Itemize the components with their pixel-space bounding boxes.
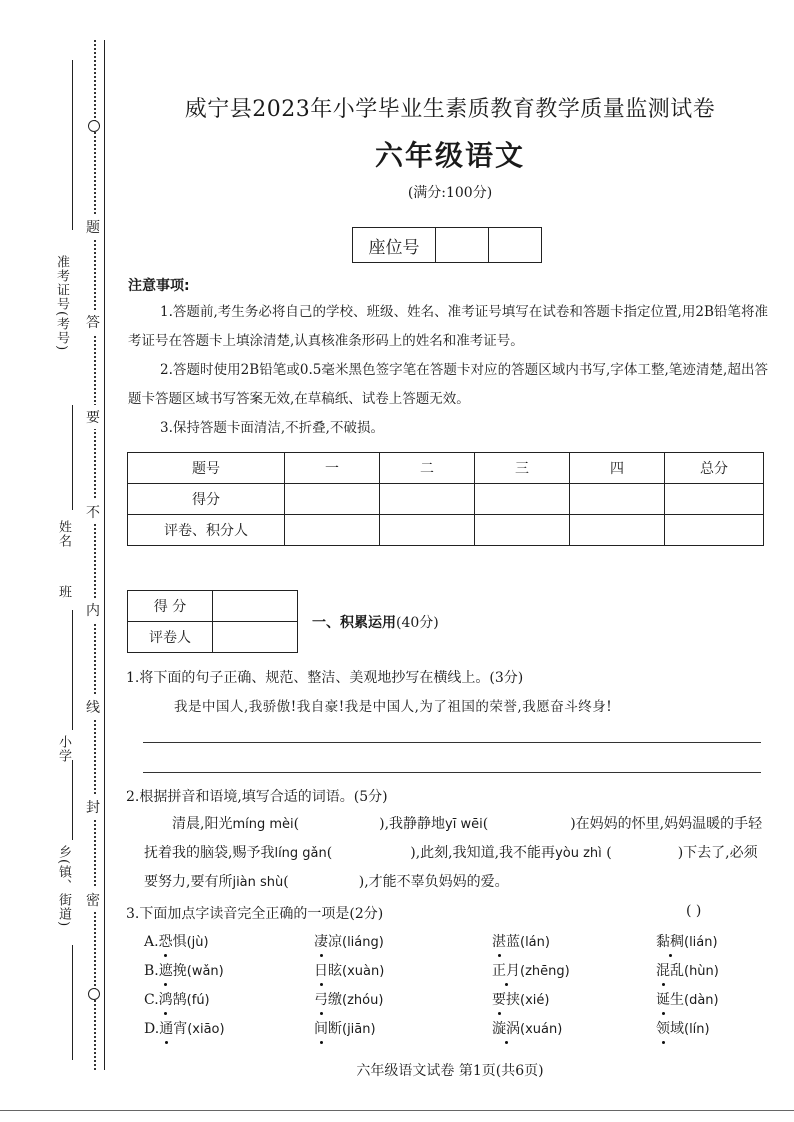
- grader-cell[interactable]: [475, 515, 570, 546]
- grader-cell[interactable]: [380, 515, 475, 546]
- exam-title: 威宁县2023年小学毕业生素质教育教学质量监测试卷: [184, 97, 716, 122]
- text-segment: ,此刻,我知道,我不能再: [415, 845, 556, 861]
- section-heading: [312, 612, 439, 632]
- plain-char: 眩: [328, 963, 342, 979]
- seat-number-box: [352, 227, 542, 263]
- score-cell[interactable]: [665, 484, 764, 515]
- option-pinyin: (xuàn): [342, 964, 385, 979]
- option-label: B.: [144, 963, 159, 979]
- option-b-item: [492, 960, 570, 980]
- option-d-item: [492, 1018, 562, 1038]
- plain-char: 蓝: [506, 934, 520, 950]
- town-line-2: [72, 945, 73, 1060]
- score-table: [127, 452, 764, 546]
- dotted-char: 日: [314, 963, 328, 979]
- pinyin: yī wēi: [445, 817, 483, 832]
- plain-char: 域: [670, 1021, 684, 1037]
- option-d-item: [314, 1018, 376, 1038]
- page-bottom-rule: [0, 1110, 794, 1111]
- option-c-item: [314, 989, 383, 1009]
- dotted-char: 通: [159, 1021, 174, 1037]
- option-pinyin: (lián): [684, 935, 718, 950]
- section-score-cell[interactable]: [213, 591, 298, 622]
- notice-item: 2.答题时使用2B铅笔或0.5毫米黑色签字笔在答题卡对应的答题区域内书写,字体工整,笔迹清楚,超出答题卡答题区域书写答案无效,在草稿纸、试卷上答题无效。: [128, 362, 768, 407]
- option-label: C.: [144, 992, 159, 1008]
- plain-char: 缴: [328, 992, 342, 1008]
- plain-char: 鹄: [172, 992, 187, 1008]
- subject-title: 六年级语文: [374, 139, 525, 172]
- table-header: 四: [570, 453, 665, 484]
- seal-char: 线: [86, 695, 100, 719]
- table-row: [128, 622, 298, 653]
- option-pinyin: (jù): [186, 935, 209, 950]
- notice-item: 3.保持答题卡面清洁,不折叠,不破损。: [160, 420, 384, 436]
- text-segment: 清晨,阳光: [172, 816, 233, 832]
- table-header: 二: [380, 453, 475, 484]
- option-pinyin: (zhóu): [342, 993, 384, 1008]
- dotted-word: 漩涡: [492, 1021, 520, 1037]
- dotted-char: 鸿: [158, 992, 173, 1008]
- option-a-item: [314, 931, 384, 951]
- school-label: 小学: [56, 735, 71, 763]
- pinyin: yòu zhì: [555, 846, 602, 861]
- dotted-char: 诞: [656, 992, 670, 1008]
- seal-char: 答: [86, 310, 100, 334]
- option-pinyin: (lán): [520, 935, 550, 950]
- name-line: [72, 405, 73, 510]
- option-c-item: [144, 989, 210, 1009]
- option-pinyin: (jiān): [342, 1022, 376, 1037]
- school-line: [72, 610, 73, 730]
- seal-char: 内: [86, 598, 100, 622]
- dotted-char: 湛: [492, 934, 506, 950]
- fill-paragraph: 清晨,阳光míng mèi( ),我静静地yī wēi( )在妈妈的怀里,妈妈温暖的手轻抚着我的脑袋,赐予我líng gǎn( ),此刻,我知道,我不能再yòu zhì ( )下去了,必须要努力,要有所jiàn shù( ),才能不辜负妈妈的爱。: [144, 816, 763, 890]
- section-score-box: [127, 590, 298, 653]
- score-cell[interactable]: [285, 484, 380, 515]
- dotted-char: 领: [656, 1021, 670, 1037]
- dotted-char: 间: [314, 1021, 328, 1037]
- option-pinyin: (zhēng): [520, 964, 570, 979]
- question-2: 2.根据拼音和语境,填写合适的词语。(5分): [126, 789, 388, 805]
- grader-label: 评卷人: [128, 622, 213, 653]
- pinyin: jiàn shù: [232, 875, 284, 890]
- perforation-line: [94, 40, 96, 1070]
- plain-char: 乱: [670, 963, 684, 979]
- option-d-item: [656, 1018, 710, 1038]
- option-a-item: [144, 931, 209, 951]
- dotted-char: 恐: [158, 934, 173, 950]
- answer-paren[interactable]: ( ): [686, 903, 702, 919]
- plain-char: 挟: [506, 992, 520, 1008]
- table-row: [128, 484, 764, 515]
- dotted-word: 正月: [492, 963, 520, 979]
- dotted-char: 弓: [314, 992, 328, 1008]
- candidate-no-line: [72, 60, 73, 230]
- seal-char: 封: [86, 795, 100, 819]
- seat-label: 座位号: [353, 228, 436, 262]
- section-grader-cell[interactable]: [213, 622, 298, 653]
- row-label: 得分: [128, 484, 285, 515]
- option-b-item: [144, 960, 224, 980]
- grader-cell[interactable]: [285, 515, 380, 546]
- seal-char: 要: [86, 405, 100, 429]
- table-row: [128, 515, 764, 546]
- option-label: A.: [144, 934, 159, 950]
- score-cell[interactable]: [570, 484, 665, 515]
- binding-hole-bottom: [88, 988, 100, 1000]
- copy-sentence: 我是中国人,我骄傲!我自豪!我是中国人,为了祖国的荣誉,我愿奋斗终身!: [174, 699, 613, 715]
- option-pinyin: (hùn): [684, 964, 719, 979]
- grader-cell[interactable]: [570, 515, 665, 546]
- seal-char: 不: [86, 500, 100, 524]
- binding-hole-top: [88, 120, 100, 132]
- writing-line[interactable]: [143, 772, 761, 773]
- question-1: 1.将下面的句子正确、规范、整洁、美观地抄写在横线上。(3分): [126, 670, 524, 686]
- seal-char: 密: [86, 888, 100, 912]
- option-a-item: [656, 931, 718, 951]
- plain-char: 挽: [172, 963, 187, 979]
- name-label: 姓名: [56, 520, 71, 548]
- class-label: 班: [56, 585, 71, 599]
- text-segment: 在妈妈的怀里,妈妈温暖的手轻抚着我的脑袋,赐予我: [144, 816, 763, 861]
- page-footer: 六年级语文试卷 第1页(共6页): [356, 1063, 544, 1079]
- candidate-no-label: 准考证号(考号): [54, 255, 69, 352]
- writing-line[interactable]: [143, 742, 761, 743]
- seat-digit-box[interactable]: [436, 228, 489, 262]
- option-pinyin: (fú): [186, 993, 210, 1008]
- binding-border: [104, 40, 105, 1070]
- table-header: 总分: [665, 453, 764, 484]
- seat-digit-box[interactable]: [489, 228, 541, 262]
- option-c-item: [656, 989, 719, 1009]
- plain-char: 凉: [328, 934, 342, 950]
- option-pinyin: (xiāo): [187, 1022, 225, 1037]
- dotted-char: 要: [492, 992, 506, 1008]
- option-pinyin: (dàn): [684, 993, 719, 1008]
- row-label: 评卷、积分人: [128, 515, 285, 546]
- table-header: 题号: [128, 453, 285, 484]
- text-segment: ,我静静地: [384, 816, 446, 832]
- score-label: 得 分: [128, 591, 213, 622]
- question-3: 3.下面加点字读音完全正确的一项是(2分): [126, 906, 384, 922]
- table-row: [128, 591, 298, 622]
- notice-heading: 注意事项:: [128, 278, 190, 294]
- dotted-word: 黏稠: [656, 934, 684, 950]
- option-pinyin: (liáng): [342, 935, 384, 950]
- score-cell[interactable]: [475, 484, 570, 515]
- table-header: 三: [475, 453, 570, 484]
- table-header: 一: [285, 453, 380, 484]
- table-row: [128, 453, 764, 484]
- text-segment: 下去了,必须要努力,要有所: [144, 845, 758, 890]
- plain-char: 断: [328, 1021, 342, 1037]
- plain-char: 生: [670, 992, 684, 1008]
- option-a-item: [492, 931, 550, 951]
- town-line: [72, 760, 73, 840]
- seal-char: 题: [86, 215, 100, 239]
- option-pinyin: (xié): [520, 993, 550, 1008]
- plain-char: 惧: [172, 934, 187, 950]
- dotted-char: 凄: [314, 934, 328, 950]
- notice-item: 1.答题前,考生务必将自己的学校、班级、姓名、准考证号填写在试卷和答题卡指定位置,用2B铅笔将准考证号在答题卡上填涂清楚,认真核准条形码上的姓名和准考证号。: [128, 304, 768, 349]
- grader-cell[interactable]: [665, 515, 764, 546]
- option-d-item: [144, 1018, 225, 1038]
- option-pinyin: (lín): [684, 1022, 710, 1037]
- town-label: 乡(镇、街道): [56, 845, 71, 928]
- dotted-char: 混: [656, 963, 670, 979]
- pinyin: líng gǎn: [274, 846, 327, 861]
- plain-char: 宵: [173, 1021, 188, 1037]
- option-c-item: [492, 989, 549, 1009]
- section-points: (40分): [396, 615, 439, 631]
- option-pinyin: (wǎn): [186, 964, 224, 979]
- option-b-item: [656, 960, 719, 980]
- option-pinyin: (xuán): [520, 1022, 563, 1037]
- full-score: (满分:100分): [407, 185, 493, 201]
- section-title: 一、积累运用: [312, 615, 396, 631]
- text-segment: ,才能不辜负妈妈的爱。: [364, 874, 509, 890]
- option-b-item: [314, 960, 384, 980]
- score-cell[interactable]: [380, 484, 475, 515]
- dotted-char: 遮: [158, 963, 173, 979]
- pinyin: míng mèi: [232, 817, 294, 832]
- option-label: D.: [144, 1021, 160, 1037]
